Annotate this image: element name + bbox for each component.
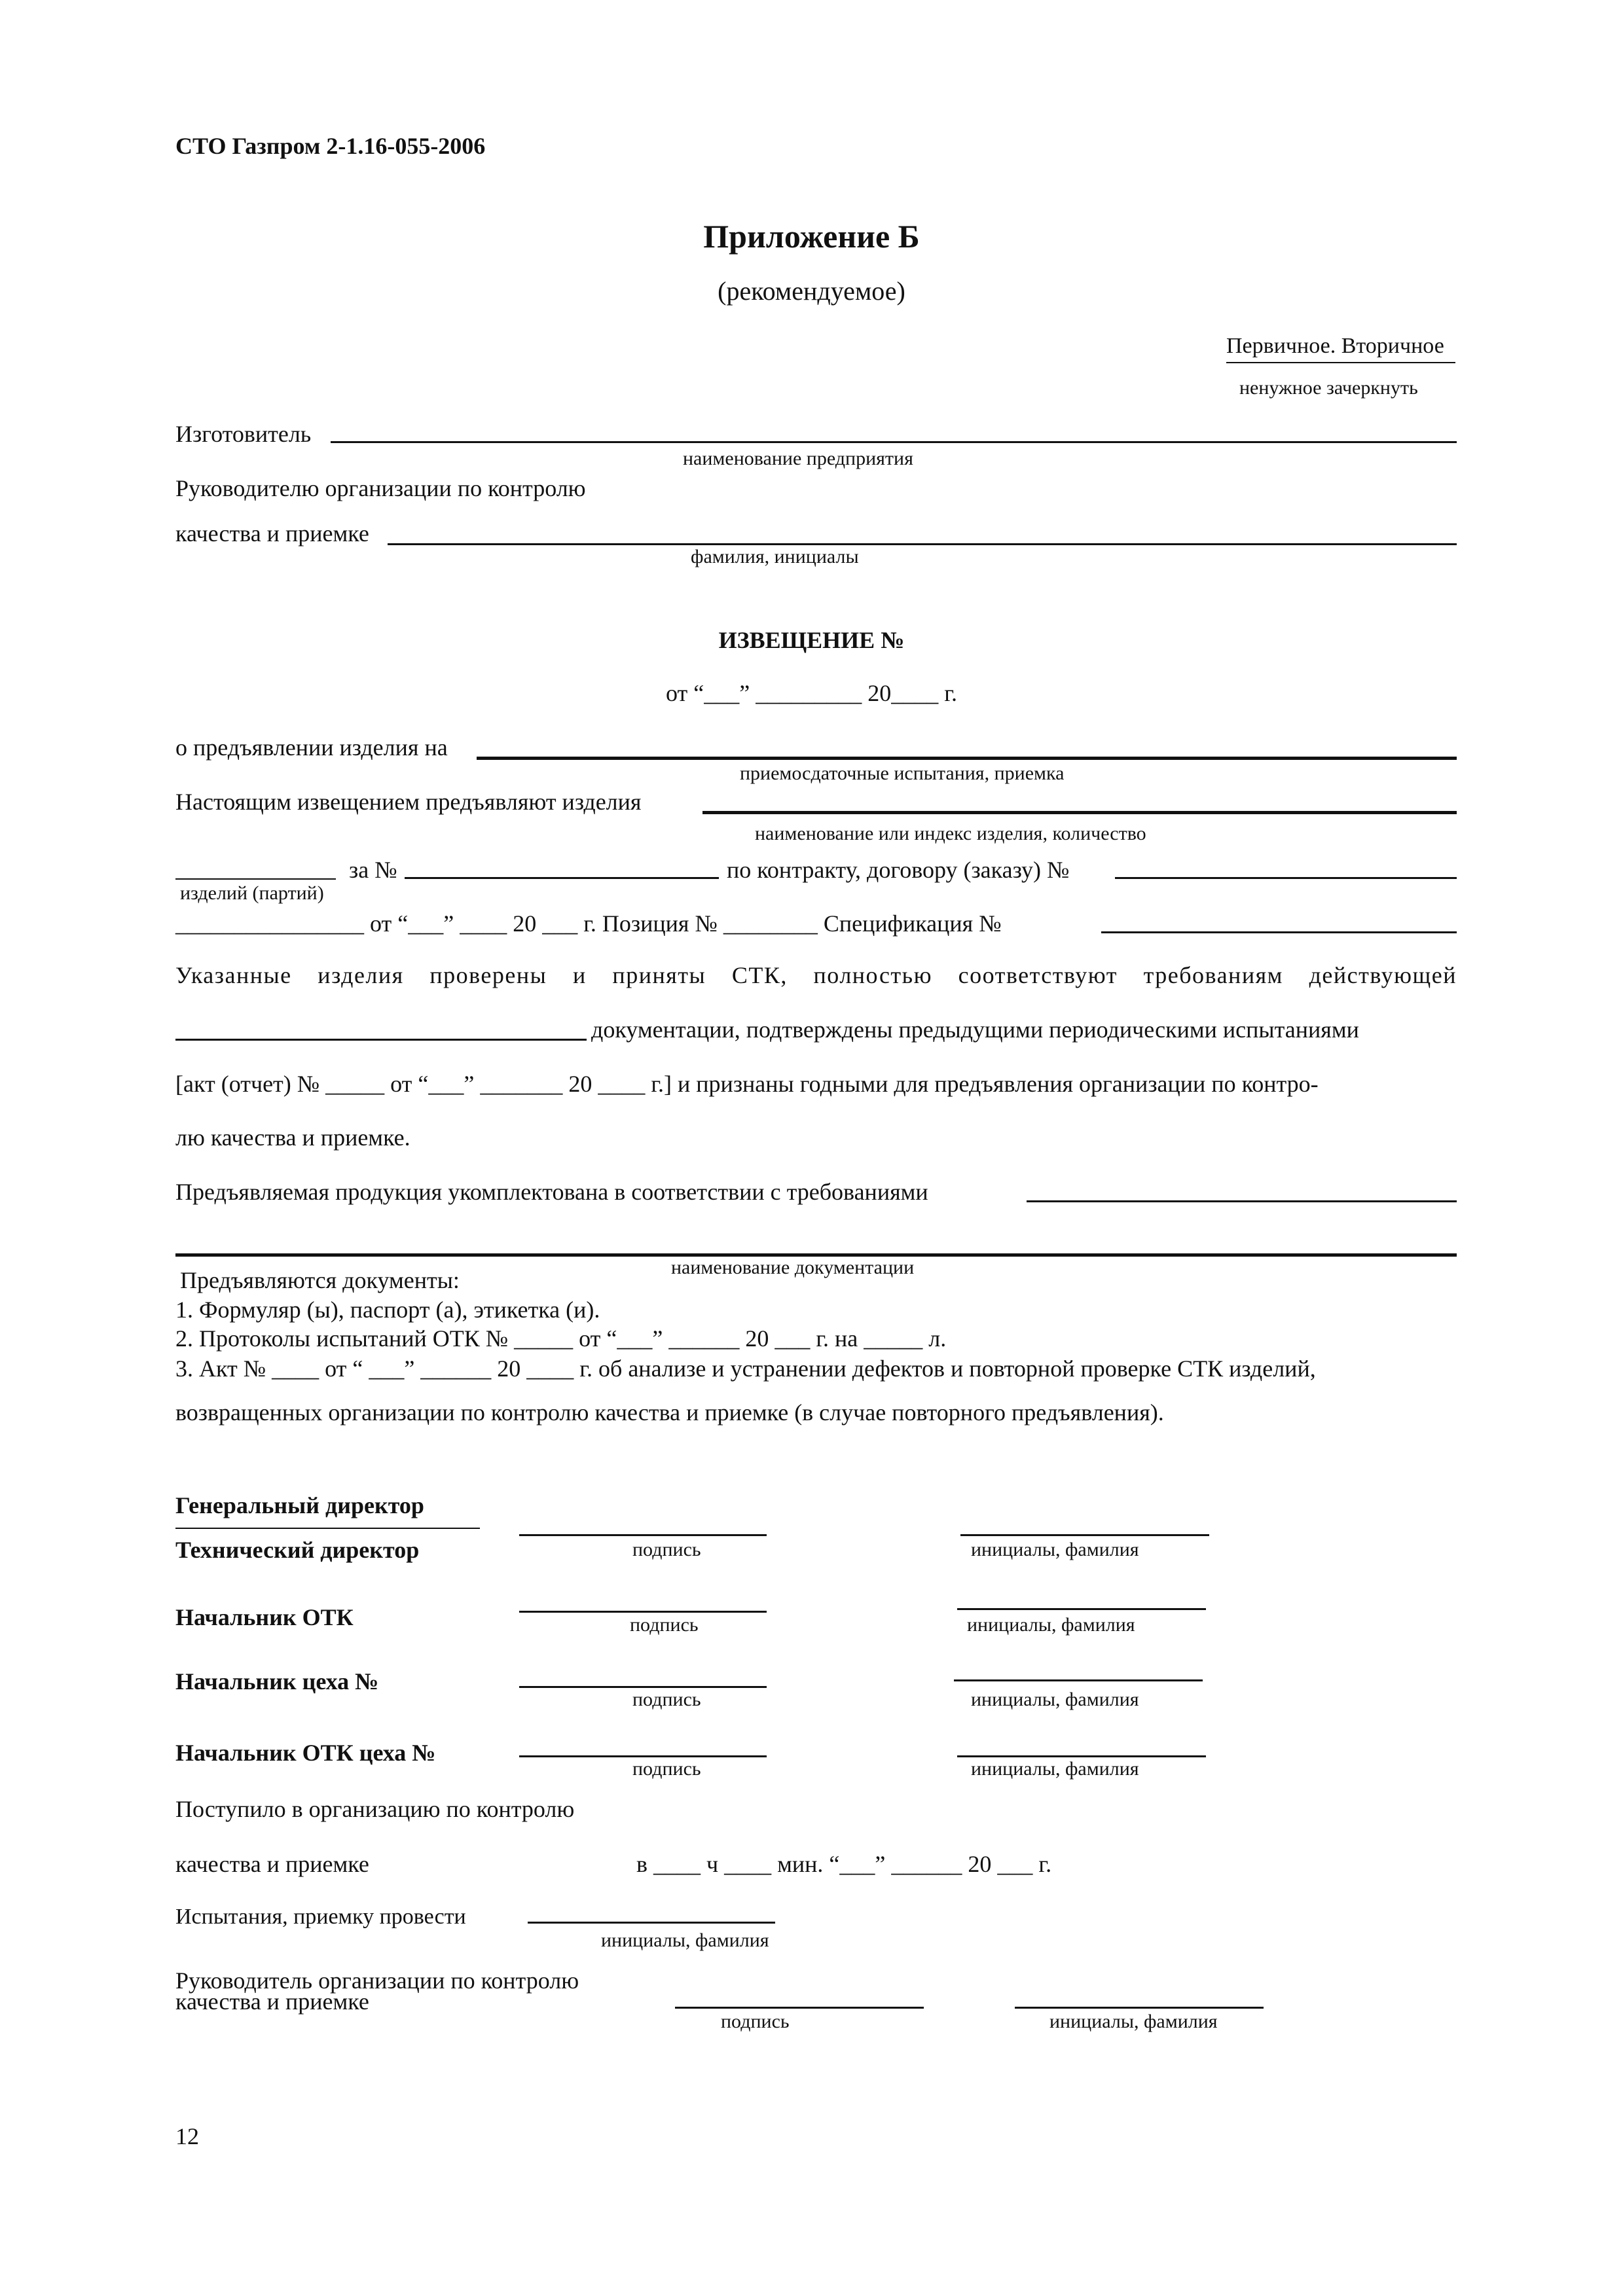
received-time: в ____ ч ____ мин. “___” ______ 20 ___ г. xyxy=(636,1851,1052,1877)
contract-line[interactable] xyxy=(1115,877,1457,879)
to-head-line1: Руководителю организации по контролю xyxy=(175,475,586,501)
document-item-3: 3. Акт № ____ от “ ___” ______ 20 ____ г. об анализе и устранении дефектов и повторной проверке СТК изделий, xyxy=(175,1355,1316,1382)
technical-director-sign-hint: подпись xyxy=(632,1539,701,1560)
name-initials-hint: фамилия, инициалы xyxy=(691,546,859,567)
head-name-line[interactable] xyxy=(388,543,1457,545)
za-no-line[interactable] xyxy=(405,877,719,879)
document-item-4: возвращенных организации по контролю качества и приемке (в случае повторного предъявления). xyxy=(175,1399,1164,1426)
final-head-line2: качества и приемке xyxy=(175,1988,369,2015)
otk-head-label: Начальник ОТК xyxy=(175,1604,354,1630)
document-code: СТО Газпром 2-1.16-055-2006 xyxy=(175,133,486,159)
otk-head-name-hint: инициалы, фамилия xyxy=(967,1614,1135,1636)
status-options: Первичное. Вторичное xyxy=(1226,334,1444,358)
final-head-sign-line[interactable] xyxy=(675,2007,924,2009)
body-paragraph-4: лю качества и приемке. xyxy=(175,1124,410,1151)
technical-director-sign-line[interactable] xyxy=(519,1534,767,1536)
parties-line[interactable] xyxy=(175,878,336,880)
notice-title: ИЗВЕЩЕНИЕ № xyxy=(718,627,905,653)
to-head-line2: качества и приемке xyxy=(175,520,369,547)
tests-label: Испытания, приемку провести xyxy=(175,1905,466,1929)
documents-header: Предъявляются документы: xyxy=(180,1267,460,1293)
items-label: Настоящим извещением предъявляют изделия xyxy=(175,789,642,815)
workshop-otk-head-name-hint: инициалы, фамилия xyxy=(971,1758,1139,1780)
docname-hint: наименование документации xyxy=(671,1257,915,1278)
final-head-name-line[interactable] xyxy=(1015,2007,1264,2009)
parties-hint: изделий (партий) xyxy=(180,882,324,904)
workshop-otk-head-label: Начальник ОТК цеха № xyxy=(175,1740,436,1766)
final-head-sign-hint: подпись xyxy=(721,2011,790,2032)
technical-director-name-line[interactable] xyxy=(960,1534,1209,1536)
status-underline xyxy=(1226,362,1455,363)
workshop-head-sign-line[interactable] xyxy=(519,1686,767,1688)
workshop-otk-head-sign-hint: подпись xyxy=(632,1758,701,1780)
document-item-1: 1. Формуляр (ы), паспорт (а), этикетка (и). xyxy=(175,1297,600,1323)
final-head-line1: Руководитель организации по контролю xyxy=(175,1967,579,1994)
appendix-title: Приложение Б xyxy=(703,218,920,255)
body-paragraph-1: Указанные изделия проверены и приняты СТК, полностью соответствуют требованиям действующей xyxy=(175,962,1457,988)
body-paragraph-2: документации, подтверждены предыдущими периодическими испытаниями xyxy=(591,1016,1359,1043)
workshop-otk-head-sign-line[interactable] xyxy=(519,1755,767,1757)
body-paragraph-3: [акт (отчет) № _____ от “___” _______ 20 ____ г.] и признаны годными для предъявления организации по контро- xyxy=(175,1071,1319,1097)
document-item-2: 2. Протоколы испытаний ОТК № _____ от “___” ______ 20 ___ г. на _____ л. xyxy=(175,1325,947,1352)
notice-date: от “___” _________ 20____ г. xyxy=(666,680,957,706)
manufacturer-line[interactable] xyxy=(331,441,1457,443)
technical-director-label: Технический директор xyxy=(175,1537,420,1563)
workshop-head-name-hint: инициалы, фамилия xyxy=(971,1689,1139,1710)
items-hint: наименование или индекс изделия, количество xyxy=(755,823,1146,844)
body-paragraph-5: Предъявляемая продукция укомплектована в соответствии с требованиями xyxy=(175,1179,928,1205)
technical-director-name-hint: инициалы, фамилия xyxy=(971,1539,1139,1560)
presentation-on-line[interactable] xyxy=(477,757,1457,760)
requirements-line[interactable] xyxy=(1027,1200,1457,1202)
presentation-on-hint: приемосдаточные испытания, приемка xyxy=(740,762,1065,784)
final-head-name-hint: инициалы, фамилия xyxy=(1049,2011,1218,2032)
workshop-otk-head-name-line[interactable] xyxy=(957,1755,1206,1757)
enterprise-hint: наименование предприятия xyxy=(683,448,913,469)
position-spec-row: ________________ от “___” ____ 20 ___ г. Позиция № ________ Спецификация № xyxy=(175,910,1002,937)
tests-hint: инициалы, фамилия xyxy=(601,1929,769,1951)
workshop-head-sign-hint: подпись xyxy=(632,1689,701,1710)
manufacturer-label: Изготовитель xyxy=(175,421,312,447)
general-director-underline xyxy=(175,1528,480,1529)
received-line2: качества и приемке xyxy=(175,1851,369,1877)
presentation-on-label: о предъявлении изделия на xyxy=(175,734,448,761)
received-line1: Поступило в организацию по контролю xyxy=(175,1796,575,1822)
appendix-subtitle: (рекомендуемое) xyxy=(718,276,905,306)
otk-head-sign-line[interactable] xyxy=(519,1611,767,1613)
items-line[interactable] xyxy=(702,811,1457,814)
status-note: ненужное зачеркнуть xyxy=(1239,377,1418,399)
documentation-line[interactable] xyxy=(175,1039,587,1041)
otk-head-name-line[interactable] xyxy=(957,1608,1206,1610)
general-director-label: Генеральный директор xyxy=(175,1492,424,1518)
tests-line[interactable] xyxy=(528,1922,775,1924)
page-number: 12 xyxy=(175,2123,199,2149)
spec-line[interactable] xyxy=(1101,931,1457,933)
workshop-head-label: Начальник цеха № xyxy=(175,1668,379,1695)
otk-head-sign-hint: подпись xyxy=(630,1614,699,1636)
contract-label: по контракту, договору (заказу) № xyxy=(727,857,1070,883)
za-no-label: за № xyxy=(349,857,397,883)
workshop-head-name-line[interactable] xyxy=(954,1679,1203,1681)
